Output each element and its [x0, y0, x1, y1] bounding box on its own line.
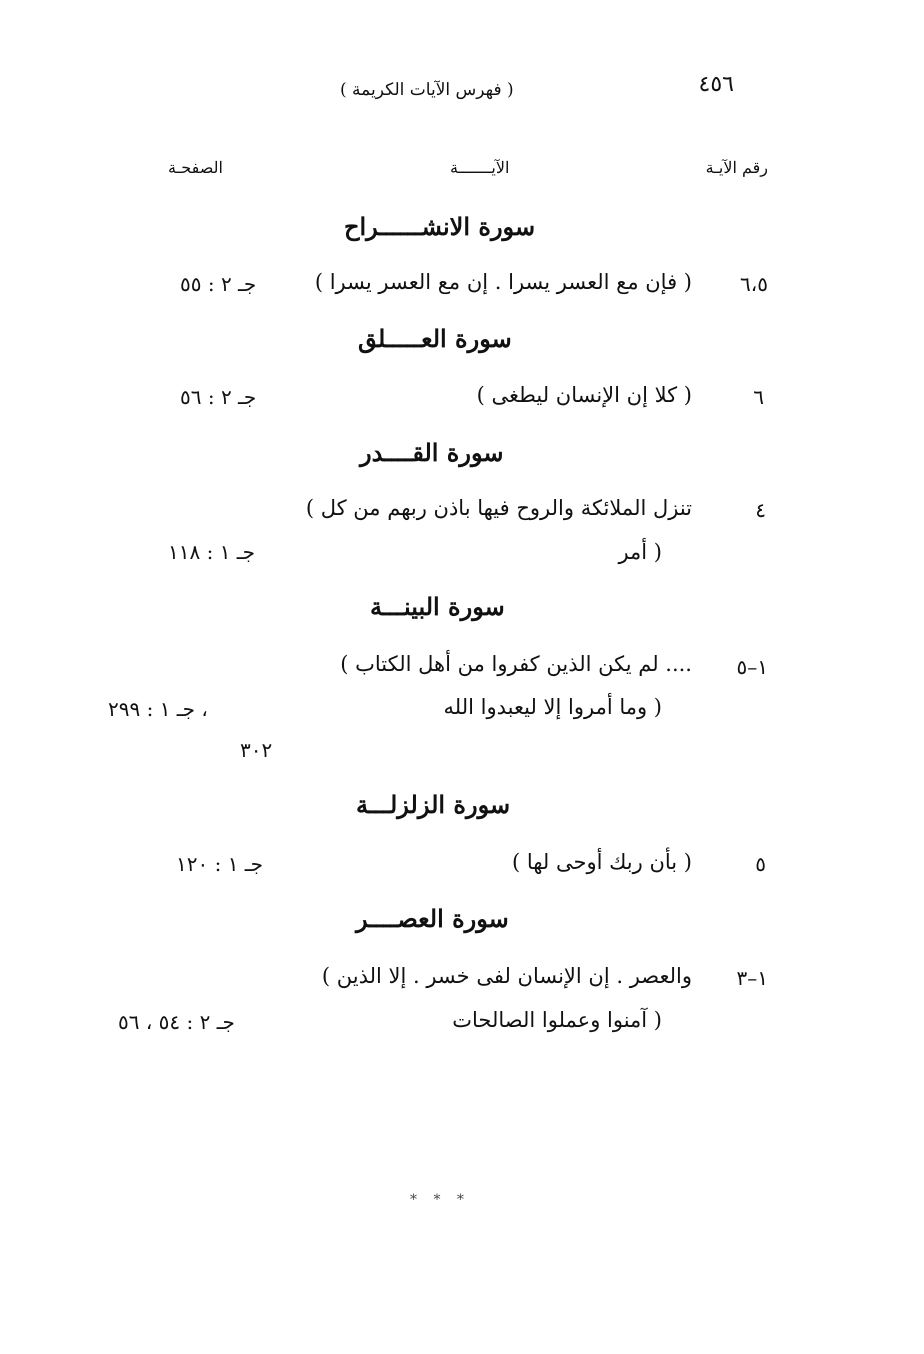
surah-heading: سورة الانشــــــراح — [344, 212, 536, 241]
page-reference: جـ ١ : ٢٩٩ ، — [108, 697, 208, 721]
verse-text: ( والعصر . إن الإنسان لفى خسر . إلا الذين — [321, 964, 692, 988]
page-reference: جـ ٢ : ٥٤ ، ٥٦ — [118, 1010, 235, 1034]
page-reference: جـ ١ : ١١٨ — [168, 540, 256, 564]
column-header-verse-number: رقم الآيـة — [705, 158, 768, 177]
verse-text-continuation: أمر ) — [618, 540, 662, 564]
verse-text: ( تنزل الملائكة والروح فيها باذن ربهم من كل — [305, 496, 692, 520]
verse-number: ١–٥ — [736, 655, 768, 679]
verse-number: ١–٣ — [736, 966, 768, 990]
column-header-page: الصفحـة — [168, 158, 223, 177]
page-number: ٤٥٦ — [698, 72, 734, 97]
section-end-ornament: * * * — [410, 1192, 470, 1208]
page-reference-continuation: ٣٠٢ — [240, 738, 273, 762]
verse-number: ٦،٥ — [740, 272, 768, 296]
surah-heading: سورة العصــــر — [356, 904, 509, 933]
verse-number: ٤ — [755, 498, 766, 522]
verse-text-continuation: وما أمروا إلا ليعبدوا الله ) — [443, 695, 662, 719]
verse-text: ( لم يكن الذين كفروا من أهل الكتاب .... — [340, 652, 692, 676]
page-reference: جـ ٢ : ٥٦ — [180, 385, 257, 409]
verse-text: ( بأن ربك أوحى لها ) — [511, 850, 692, 874]
verse-text: ( فإن مع العسر يسرا . إن مع العسر يسرا ) — [314, 270, 692, 294]
page-reference: جـ ١ : ١٢٠ — [176, 852, 264, 876]
column-header-verse: الآيـــــــة — [450, 158, 510, 177]
page-reference: جـ ٢ : ٥٥ — [180, 272, 257, 296]
verse-number: ٥ — [755, 852, 766, 876]
running-header: ( فهرس الآيات الكريمة ) — [340, 80, 514, 100]
verse-number: ٦ — [753, 385, 764, 409]
surah-heading: سورة البينـــة — [370, 592, 505, 621]
verse-text: ( كلا إن الإنسان ليطغى ) — [476, 383, 692, 407]
surah-heading: سورة القــــدر — [360, 438, 504, 467]
verse-text-continuation: آمنوا وعملوا الصالحات ) — [452, 1008, 662, 1032]
surah-heading: سورة الزلزلـــة — [356, 790, 511, 819]
surah-heading: سورة العـــــلق — [358, 324, 512, 353]
